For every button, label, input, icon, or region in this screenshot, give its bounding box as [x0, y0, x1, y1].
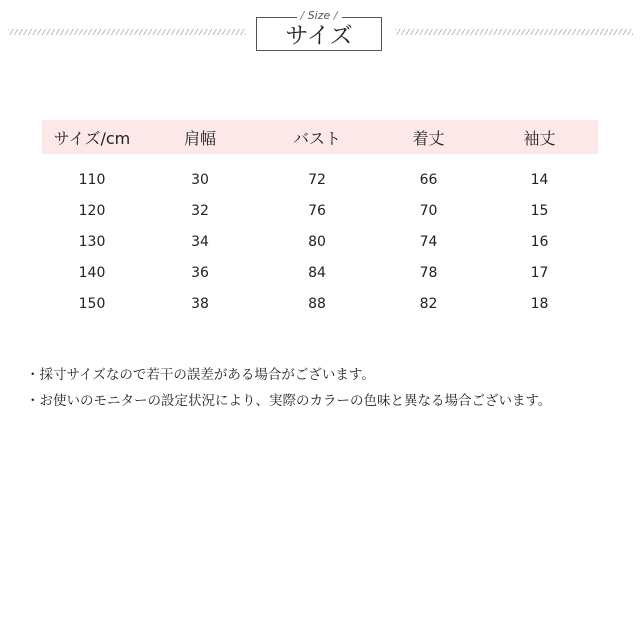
table-cell: 78	[419, 264, 438, 281]
size-table	[42, 120, 598, 319]
column-header-shoulder: 肩幅	[183, 128, 216, 148]
column-header-sleeve: 袖丈	[523, 128, 556, 148]
table-cell: 30	[191, 171, 209, 188]
table-cell: 17	[530, 264, 549, 281]
table-cell: 70	[419, 202, 438, 219]
table-cell: 32	[191, 202, 209, 219]
title-box	[256, 9, 382, 51]
column-header-size: サイズ/cm	[53, 128, 131, 148]
table-cell: 150	[78, 295, 106, 312]
table-cell: 110	[78, 171, 106, 188]
page-title: サイズ	[285, 23, 353, 49]
table-cell: 76	[308, 202, 326, 219]
table-cell: 18	[530, 295, 549, 312]
table-cell: 66	[419, 171, 438, 188]
table-cell: 14	[530, 171, 549, 188]
table-row	[42, 288, 598, 319]
decorative-hatch-right	[395, 29, 633, 35]
decorative-hatch-left	[8, 29, 246, 35]
notes	[26, 362, 551, 414]
table-cell: 36	[191, 264, 209, 281]
table-cell: 88	[308, 295, 326, 312]
column-header-length: 着丈	[412, 128, 445, 148]
table-cell: 130	[78, 233, 106, 250]
table-row	[42, 226, 598, 257]
table-body	[42, 164, 598, 319]
table-row	[42, 195, 598, 226]
size-subtitle: / Size /	[257, 9, 381, 23]
table-cell: 140	[78, 264, 106, 281]
note-measurement: ・採寸サイズなので若干の誤差がある場合がございます。	[26, 367, 375, 383]
table-cell: 82	[419, 295, 438, 312]
table-cell: 74	[419, 233, 438, 250]
note-monitor-color: ・お使いのモニターの設定状況により、実際のカラーの色味と異なる場合ございます。	[26, 393, 552, 409]
table-row	[42, 164, 598, 195]
table-row	[42, 257, 598, 288]
table-cell: 38	[191, 295, 209, 312]
size-subtitle-text: Size	[307, 9, 331, 22]
table-cell: 80	[308, 233, 326, 250]
table-header-row	[42, 120, 598, 154]
table-cell: 34	[191, 233, 209, 250]
table-cell: 84	[308, 264, 326, 281]
column-header-bust: バスト	[292, 128, 341, 148]
table-cell: 120	[78, 202, 106, 219]
table-cell: 16	[530, 233, 549, 250]
table-cell: 15	[530, 202, 549, 219]
table-cell: 72	[308, 171, 326, 188]
